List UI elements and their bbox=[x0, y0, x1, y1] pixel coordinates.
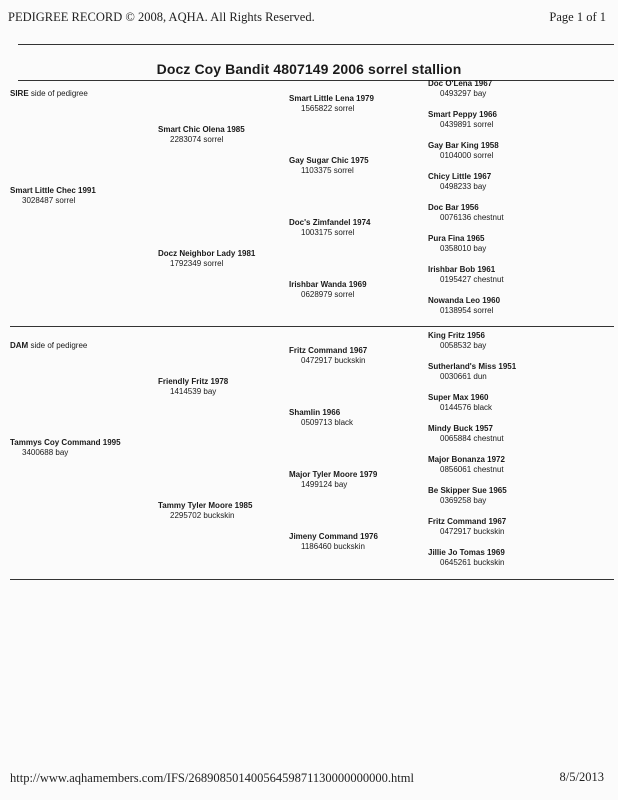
sire: Smart Little Chec 1991 3028487 sorrel bbox=[10, 186, 96, 205]
sire-grandparent: Docz Neighbor Lady 1981 1792349 sorrel bbox=[158, 249, 256, 268]
dam-great-grandparent: Major Tyler Moore 1979 1499124 bay bbox=[289, 470, 378, 489]
footer-url: http://www.aqhamembers.com/IFS/26890850140056459871130000000000.html bbox=[10, 771, 414, 785]
dam: Tammys Coy Command 1995 3400688 bay bbox=[10, 438, 121, 457]
sire-gg-grandparent: Pura Fina 1965 0358010 bay bbox=[428, 234, 487, 253]
page-number: Page 1 of 1 bbox=[549, 10, 606, 24]
sire-gg-grandparent: Doc Bar 1956 0076136 chestnut bbox=[428, 203, 504, 222]
dam-gg-grandparent: Be Skipper Sue 1965 0369258 bay bbox=[428, 486, 507, 505]
section-divider bbox=[10, 326, 614, 327]
dam-great-grandparent: Jimeny Command 1976 1186460 buckskin bbox=[289, 532, 378, 551]
sire-gg-grandparent: Irishbar Bob 1961 0195427 chestnut bbox=[428, 265, 504, 284]
dam-gg-grandparent: Jillie Jo Tomas 1969 0645261 buckskin bbox=[428, 548, 505, 567]
sire-great-grandparent: Doc's Zimfandel 1974 1003175 sorrel bbox=[289, 218, 371, 237]
dam-great-grandparent: Shamlin 1966 0509713 black bbox=[289, 408, 354, 427]
footer-date: 8/5/2013 bbox=[559, 770, 604, 784]
sire-side-label: SIRE side of pedigree bbox=[10, 89, 88, 98]
dam-gg-grandparent: Sutherland's Miss 1951 0030661 dun bbox=[428, 362, 517, 381]
sire-gg-grandparent: Gay Bar King 1958 0104000 sorrel bbox=[428, 141, 499, 160]
dam-gg-grandparent: King Fritz 1956 0058532 bay bbox=[428, 331, 487, 350]
sire-gg-grandparent: Doc O'Lena 1967 0493297 bay bbox=[428, 79, 493, 98]
dam-great-grandparent: Fritz Command 1967 0472917 buckskin bbox=[289, 346, 368, 365]
sire-gg-grandparent: Nowanda Leo 1960 0138954 sorrel bbox=[428, 296, 501, 315]
sire-great-grandparent: Gay Sugar Chic 1975 1103375 sorrel bbox=[289, 156, 369, 175]
bottom-divider bbox=[10, 579, 614, 580]
sire-gg-grandparent: Chicy Little 1967 0498233 bay bbox=[428, 172, 492, 191]
dam-grandparent: Tammy Tyler Moore 1985 2295702 buckskin bbox=[158, 501, 253, 520]
sire-great-grandparent: Smart Little Lena 1979 1565822 sorrel bbox=[289, 94, 374, 113]
dam-gg-grandparent: Major Bonanza 1972 0856061 chestnut bbox=[428, 455, 505, 474]
header-copyright: PEDIGREE RECORD © 2008, AQHA. All Rights Reserved. bbox=[8, 10, 315, 24]
title-divider bbox=[18, 80, 614, 81]
sire-grandparent: Smart Chic Olena 1985 2283074 sorrel bbox=[158, 125, 245, 144]
dam-gg-grandparent: Mindy Buck 1957 0065884 chestnut bbox=[428, 424, 504, 443]
dam-grandparent: Friendly Fritz 1978 1414539 bay bbox=[158, 377, 229, 396]
dam-side-label: DAM side of pedigree bbox=[10, 341, 88, 350]
sire-great-grandparent: Irishbar Wanda 1969 0628979 sorrel bbox=[289, 280, 367, 299]
sire-gg-grandparent: Smart Peppy 1966 0439891 sorrel bbox=[428, 110, 497, 129]
dam-gg-grandparent: Super Max 1960 0144576 black bbox=[428, 393, 493, 412]
dam-gg-grandparent: Fritz Command 1967 0472917 buckskin bbox=[428, 517, 507, 536]
page-title: Docz Coy Bandit 4807149 2006 sorrel stallion bbox=[156, 61, 462, 77]
top-divider bbox=[18, 44, 614, 45]
